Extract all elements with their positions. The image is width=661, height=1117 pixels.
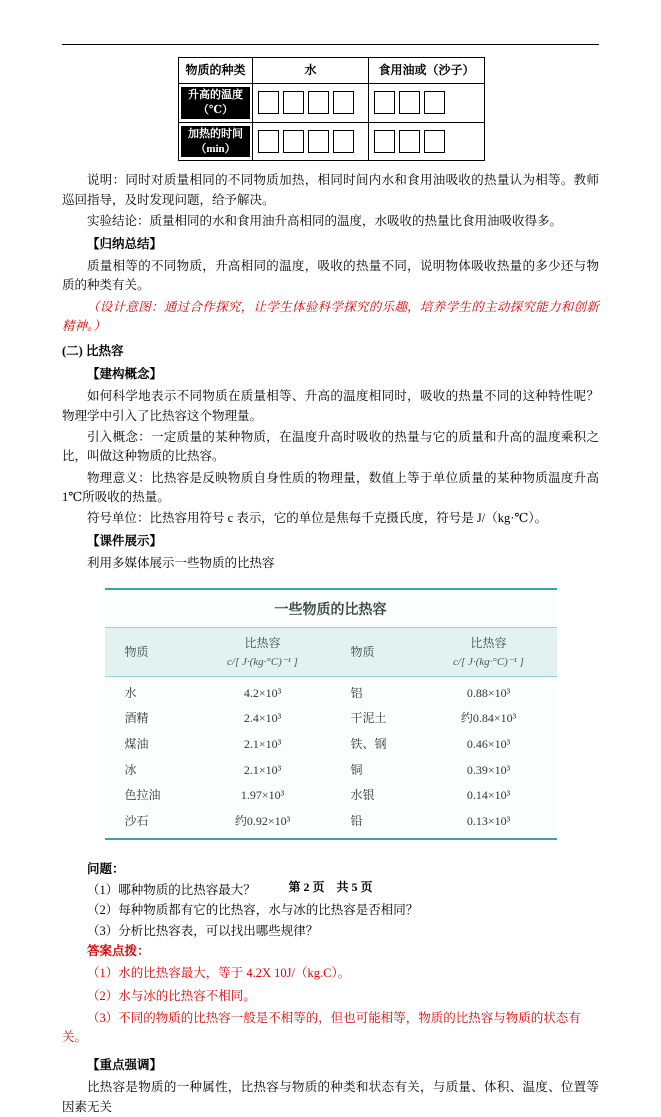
substance-value: 0.46×10³ xyxy=(466,737,511,752)
empty-data-cell xyxy=(399,91,420,114)
substance-value: 4.2×10³ xyxy=(243,685,282,700)
exp-row-temperature xyxy=(179,84,253,123)
paragraph-design-intent: （设计意图：通过合作探究，让学生体验科学探究的乐趣，培养学生的主动探究能力和创新精神。） xyxy=(62,299,599,333)
substance-name: 酒精 xyxy=(124,711,149,726)
empty-data-cell xyxy=(283,130,304,153)
substance-name: 沙石 xyxy=(124,813,149,828)
substance-name: 铜 xyxy=(350,762,363,777)
paragraph-emphasis: 比热容是物质的一种属性，比热容与物质的种类和状态有关，与质量、体积、温度、位置等因素无关 xyxy=(62,1080,599,1114)
col-header-substance-left: 物质 xyxy=(124,645,149,660)
answer-1: （1）水的比热容最大，等于 4.2X 10J/（kg.C）。 xyxy=(87,966,351,981)
substance-value: 约0.84×10³ xyxy=(460,711,517,726)
paragraph-definition: 引入概念：一定质量的某种物质，在温度升高时吸收的热量与它的质量和升高的温度乘积之比，叫做这种物质的比热容。 xyxy=(62,429,599,464)
exp-header-oil: 食用油或（沙子） xyxy=(369,58,485,84)
header-rule xyxy=(62,44,599,45)
heat-table-grid xyxy=(105,627,557,838)
col-header-capacity-right xyxy=(421,628,557,677)
exp-header-species: 物质的种类 xyxy=(179,58,253,84)
time-row-label: 加热的时间（min） xyxy=(181,126,250,158)
paragraph-symbol-unit: 符号单位：比热容用符号 c 表示，它的单位是焦每千克摄氏度，符号是 J/（kg·℃）。 xyxy=(87,511,548,526)
substance-value: 0.13×10³ xyxy=(466,813,511,828)
capacity-label: 比热容 xyxy=(470,636,507,651)
temperature-water-cells xyxy=(253,84,369,123)
heading-emphasis: 【重点强调】 xyxy=(87,1057,163,1072)
empty-data-cell xyxy=(399,130,420,153)
empty-data-cell xyxy=(374,91,395,114)
empty-data-cell xyxy=(308,130,329,153)
substance-name: 水 xyxy=(124,685,137,700)
time-oil-cells xyxy=(369,122,485,161)
paragraph-conclusion: 实验结论：质量相同的水和食用油升高相同的温度，水吸收的热量比食用油吸收得多。 xyxy=(87,214,563,229)
table-row xyxy=(105,757,557,783)
empty-data-cell xyxy=(308,91,329,114)
substance-name: 水银 xyxy=(350,788,375,803)
exp-header-water: 水 xyxy=(253,58,369,84)
paragraph-summary: 质量相等的不同物质，升高相同的温度，吸收的热量不同，说明物体吸收热量的多少还与物质的种类有关。 xyxy=(62,258,599,293)
specific-heat-table xyxy=(105,588,557,841)
substance-name: 煤油 xyxy=(124,737,149,752)
heading-summary: 【归纳总结】 xyxy=(87,236,163,251)
paragraph-multimedia: 利用多媒体展示一些物质的比热容 xyxy=(87,556,275,571)
question-1: （1）哪种物质的比热容最大？ xyxy=(87,882,256,897)
table-row xyxy=(105,705,557,731)
substance-name: 铁、钢 xyxy=(350,737,387,752)
exp-row-time xyxy=(179,122,253,161)
heading-courseware: 【课件展示】 xyxy=(87,533,163,548)
answers-title: 答案点拨： xyxy=(87,943,150,958)
time-water-cells xyxy=(253,122,369,161)
substance-name: 干泥土 xyxy=(350,711,387,726)
empty-data-cell xyxy=(374,130,395,153)
answer-2: （2）水与冰的比热容不相同。 xyxy=(87,988,256,1003)
table-row xyxy=(105,808,557,839)
substance-name: 铅 xyxy=(350,813,363,828)
substance-name: 铝 xyxy=(350,685,363,700)
table-row xyxy=(179,84,485,123)
substance-value: 0.88×10³ xyxy=(466,685,511,700)
heat-table-title: 一些物质的比热容 xyxy=(274,600,387,617)
col-header-capacity-left xyxy=(195,628,331,677)
capacity-unit: c/[ J·(kg·°C)⁻¹ ] xyxy=(453,655,524,668)
table-row xyxy=(105,782,557,808)
empty-data-cell xyxy=(283,91,304,114)
empty-data-cell xyxy=(258,91,279,114)
empty-data-cell xyxy=(333,91,354,114)
experiment-record-table xyxy=(178,57,485,161)
empty-data-cell xyxy=(333,130,354,153)
answer-3: （3）不同的物质的比热容一般是不相等的，但也可能相等，物质的比热容与物质的状态有关。 xyxy=(62,1011,581,1045)
paragraph-physical-meaning: 物理意义：比热容是反映物质自身性质的物理量，数值上等于单位质量的某种物质温度升高 1℃所吸收的热量。 xyxy=(62,470,599,504)
heading-concept: 【建构概念】 xyxy=(87,366,163,381)
substance-value: 0.39×10³ xyxy=(466,762,511,777)
substance-name: 色拉油 xyxy=(124,788,161,803)
questions-title: 问题： xyxy=(87,862,125,877)
empty-data-cell xyxy=(424,130,445,153)
substance-name: 冰 xyxy=(124,762,137,777)
substance-value: 约0.92×10³ xyxy=(234,813,291,828)
substance-value: 2.1×10³ xyxy=(243,737,282,752)
table-row xyxy=(105,731,557,757)
table-row xyxy=(179,122,485,161)
paragraph-how-to-express: 如何科学地表示不同物质在质量相等、升高的温度相同时，吸收的热量不同的这种特性呢？物理学中引入了比热容这个物理量。 xyxy=(62,389,599,423)
col-header-substance-right: 物质 xyxy=(350,645,375,660)
table-row xyxy=(179,58,485,84)
paragraph-explanation: 说明：同时对质量相同的不同物质加热，相同时间内水和食用油吸收的热量认为相等。教师巡回指导，及时发现问题，给予解决。 xyxy=(62,173,599,207)
substance-value: 0.14×10³ xyxy=(466,788,511,803)
table-row xyxy=(105,676,557,705)
page-number: 第 2 页 共 5 页 xyxy=(288,880,373,895)
heading-section-2: (二) 比热容 xyxy=(62,344,124,359)
empty-data-cell xyxy=(424,91,445,114)
capacity-unit: c/[ J·(kg·°C)⁻¹ ] xyxy=(227,655,298,668)
temperature-oil-cells xyxy=(369,84,485,123)
empty-data-cell xyxy=(258,130,279,153)
temperature-row-label: 升高的温度（℃） xyxy=(181,87,250,119)
table-header-row xyxy=(105,628,557,677)
question-3: （3）分析比热容表，可以找出哪些规律？ xyxy=(87,923,319,938)
substance-value: 2.1×10³ xyxy=(243,762,282,777)
question-2: （2）每种物质都有它的比热容，水与冰的比热容是否相同？ xyxy=(87,903,419,918)
capacity-label: 比热容 xyxy=(244,636,281,651)
substance-value: 1.97×10³ xyxy=(240,788,285,803)
substance-value: 2.4×10³ xyxy=(243,711,282,726)
